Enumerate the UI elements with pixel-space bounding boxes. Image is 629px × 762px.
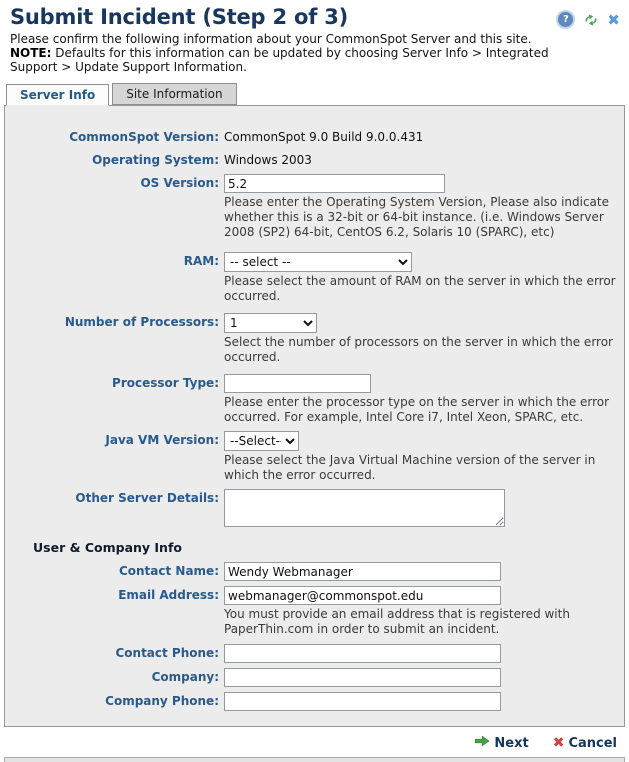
commonspot-version-row	[5, 128, 624, 144]
cancel-x-icon: ✖	[552, 735, 565, 751]
other-details-label: Other Server Details:	[75, 491, 219, 505]
operating-system-row	[5, 151, 624, 167]
processor-type-row	[5, 374, 624, 431]
company-phone-row	[5, 692, 624, 711]
commonspot-version-label: CommonSpot Version:	[69, 130, 219, 144]
cancel-button[interactable]	[553, 736, 617, 751]
close-icon[interactable]: ✖	[607, 10, 620, 29]
ram-select[interactable]	[224, 252, 412, 272]
java-vm-select[interactable]	[224, 431, 299, 451]
email-label: Email Address:	[118, 588, 219, 602]
tab-server-info[interactable]: Server Info	[6, 84, 109, 106]
os-version-label: OS Version:	[140, 176, 219, 190]
java-vm-row	[5, 431, 624, 489]
num-processors-select[interactable]	[224, 313, 317, 333]
next-arrow-icon	[475, 735, 490, 751]
ram-label: RAM:	[183, 254, 219, 268]
help-icon[interactable]: ?	[556, 10, 575, 29]
company-label: Company:	[151, 670, 219, 684]
intro-line: Please confirm the following information about your CommonSpot Server and this site.	[10, 32, 532, 46]
contact-name-label: Contact Name:	[118, 564, 219, 578]
server-info-panel	[4, 105, 625, 727]
num-processors-help: Select the number of processors on the server in which the error occurred.	[224, 335, 613, 364]
processor-type-help: Please enter the processor type on the server in which the error occurred. For example, Intel Core i7, Intel Xeon, SPARC, etc.	[224, 395, 610, 424]
intro-text	[10, 32, 598, 74]
tab-bar	[6, 83, 629, 105]
contact-phone-label: Contact Phone:	[115, 646, 219, 660]
email-field[interactable]	[224, 586, 501, 605]
processor-type-label: Processor Type:	[112, 376, 219, 390]
commonspot-version-value: CommonSpot 9.0 Build 9.0.0.431	[224, 130, 424, 144]
next-button[interactable]	[475, 735, 528, 751]
company-row	[5, 668, 624, 687]
company-phone-input[interactable]	[224, 692, 501, 711]
contact-name-input[interactable]	[224, 562, 501, 581]
note-label: NOTE:	[10, 46, 52, 60]
email-help: You must provide an email address that is registered with PaperThin.com in order to submit an incident.	[224, 607, 570, 636]
next-button-label: Next	[494, 735, 529, 751]
os-version-input[interactable]	[224, 174, 445, 193]
os-version-row	[5, 174, 624, 252]
other-details-row	[5, 489, 624, 530]
tab-site-information[interactable]: Site Information	[112, 83, 236, 105]
java-vm-help: Please select the Java Virtual Machine version of the server in which the error occurred.	[224, 453, 596, 482]
operating-system-label: Operating System:	[92, 153, 219, 167]
user-company-section-heading: User & Company Info	[33, 540, 182, 555]
dialog-header	[0, 0, 629, 74]
java-vm-label: Java VM Version:	[105, 433, 219, 447]
operating-system-value: Windows 2003	[224, 153, 312, 167]
num-processors-row	[5, 313, 624, 374]
header-icons	[556, 10, 620, 29]
processor-type-input[interactable]	[224, 374, 371, 393]
dialog-footer	[475, 735, 617, 751]
refresh-icon[interactable]	[583, 12, 599, 28]
dialog-bottom-edge	[4, 757, 625, 762]
ram-row	[5, 252, 624, 313]
company-input[interactable]	[224, 668, 501, 687]
os-version-help: Please enter the Operating System Version, Please also indicate whether this is a 32-bit or 64-bit instance. (i.e. Windows Server 2008 (SP2) 64-bit, CentOS 6.2, Solaris 10 (SPARC), etc)	[224, 195, 609, 239]
other-details-textarea[interactable]	[224, 489, 505, 527]
note-text: Defaults for this information can be updated by choosing Server Info > Integrated Support > Update Support Information.	[10, 46, 549, 74]
contact-phone-row	[5, 644, 624, 663]
company-phone-label: Company Phone:	[105, 694, 219, 708]
page-title: Submit Incident (Step 2 of 3)	[10, 5, 349, 29]
contact-phone-input[interactable]	[224, 644, 501, 663]
email-row	[5, 586, 624, 644]
contact-name-row	[5, 562, 624, 581]
ram-help: Please select the amount of RAM on the server in which the error occurred.	[224, 274, 616, 303]
num-processors-label: Number of Processors:	[64, 315, 219, 329]
cancel-button-label: Cancel	[568, 735, 617, 751]
